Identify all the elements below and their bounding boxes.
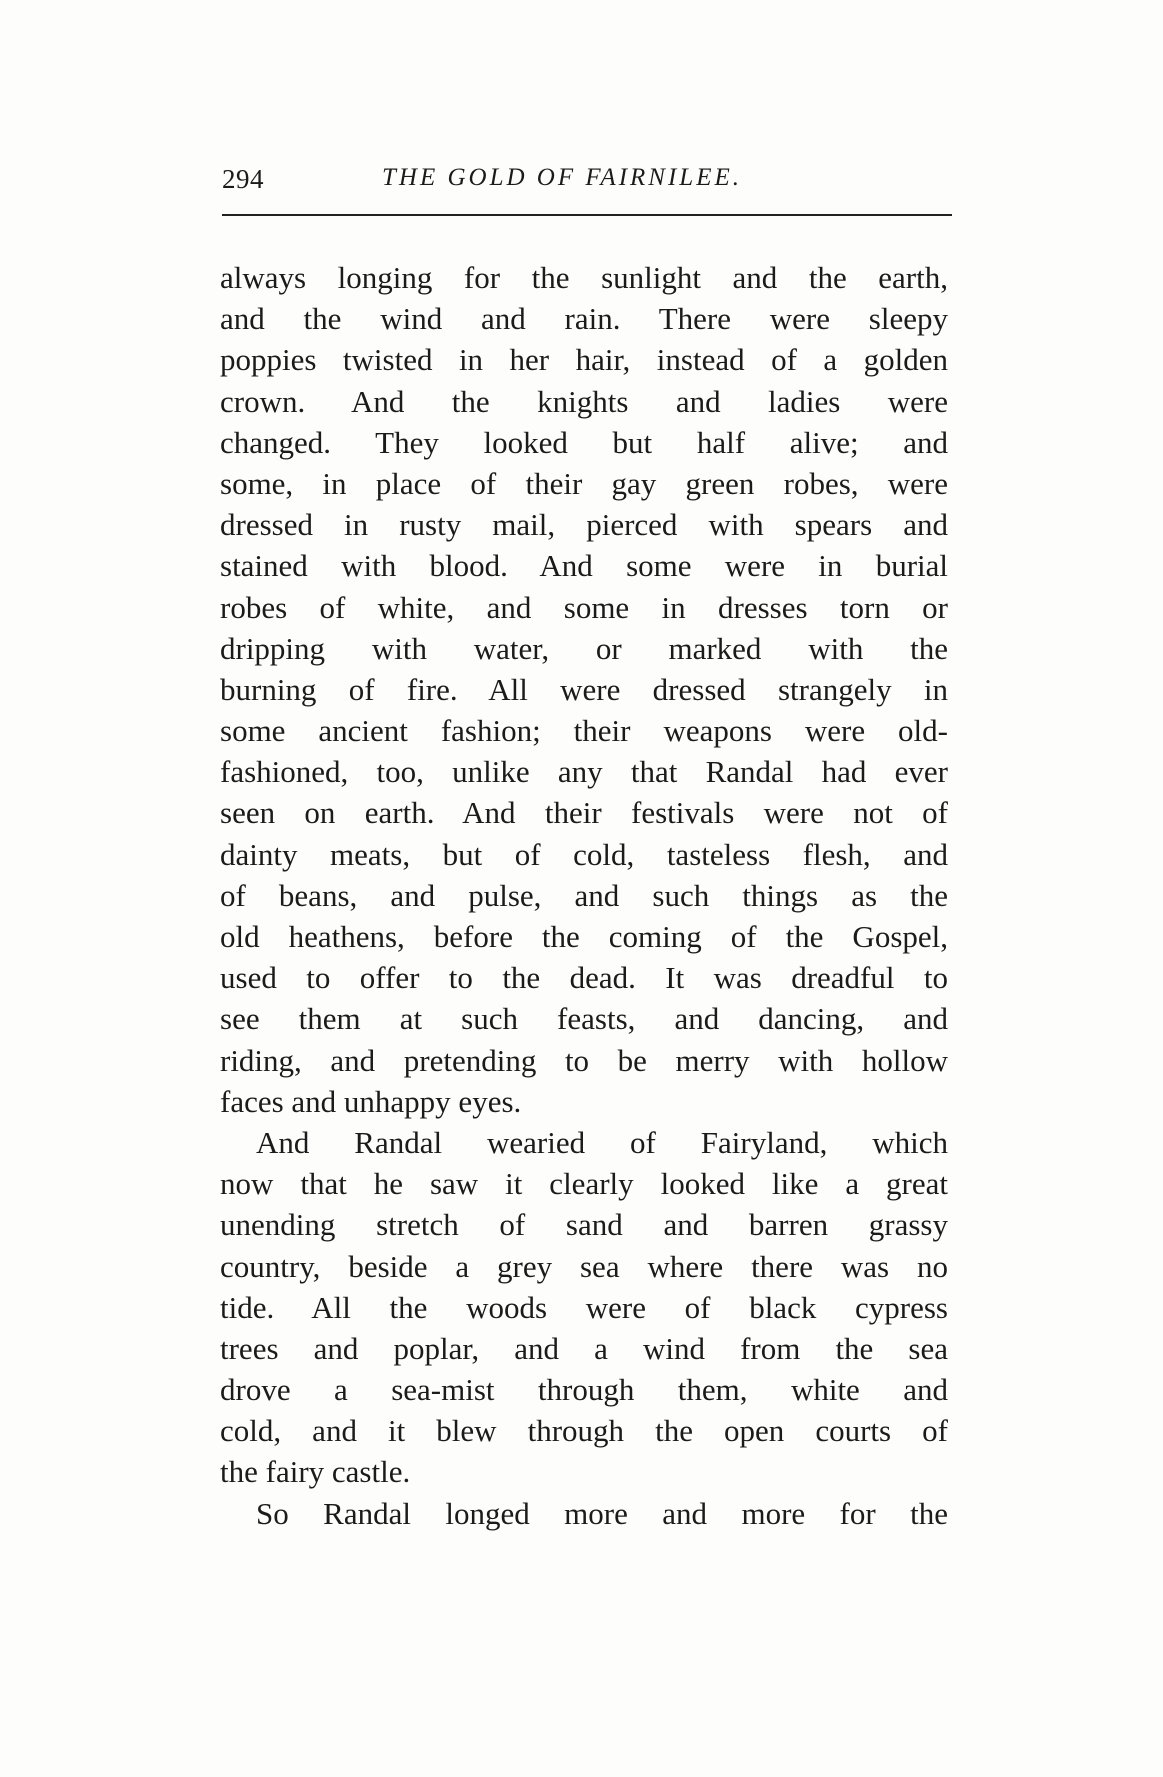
- text-line: fashioned, too, unlike any that Randal had ever: [220, 754, 948, 790]
- text-line: riding, and pretending to be merry with hollow: [220, 1042, 948, 1078]
- text-line: now that he saw it clearly looked like a great: [220, 1166, 948, 1202]
- page-number: 294: [222, 164, 264, 194]
- text-line: some, in place of their gay green robes, were: [220, 465, 948, 501]
- text-line: drove a sea-mist through them, white and: [220, 1372, 948, 1408]
- text-line: of beans, and pulse, and such things as the: [220, 877, 948, 913]
- text-line: always longing for the sunlight and the earth,: [220, 260, 948, 295]
- text-line: seen on earth. And their festivals were not of: [220, 795, 948, 831]
- text-line: see them at such feasts, and dancing, and: [220, 1001, 948, 1037]
- text-line: unending stretch of sand and barren grassy: [220, 1207, 948, 1243]
- running-title: THE GOLD OF FAIRNILEE.: [382, 164, 742, 191]
- text-line: robes of white, and some in dresses torn or: [220, 589, 948, 625]
- text-line: some ancient fashion; their weapons were old-: [220, 713, 948, 749]
- text-line: dripping with water, or marked with the: [220, 630, 948, 666]
- text-line: tide. All the woods were of black cypress: [220, 1289, 948, 1325]
- page-header: [222, 164, 952, 214]
- text-line: stained with blood. And some were in burial: [220, 548, 948, 584]
- text-line: and the wind and rain. There were sleepy: [220, 301, 948, 337]
- text-line: trees and poplar, and a wind from the sea: [220, 1330, 948, 1366]
- text-line: And Randal wearied of Fairyland, which: [256, 1124, 948, 1160]
- text-line: used to offer to the dead. It was dreadful to: [220, 960, 948, 996]
- text-line: burning of fire. All were dressed strangely in: [220, 671, 948, 707]
- text-line: poppies twisted in her hair, instead of a golden: [220, 342, 948, 378]
- text-line: cold, and it blew through the open courts of: [220, 1413, 948, 1449]
- text-line: dressed in rusty mail, pierced with spears and: [220, 507, 948, 543]
- text-line: crown. And the knights and ladies were: [220, 383, 948, 419]
- header-rule: [222, 214, 952, 216]
- text-line: dainty meats, but of cold, tasteless flesh, and: [220, 836, 948, 872]
- text-line: country, beside a grey sea where there was no: [220, 1248, 948, 1284]
- text-line: changed. They looked but half alive; and: [220, 424, 948, 460]
- text-line: the fairy castle.: [220, 1454, 411, 1490]
- text-line: So Randal longed more and more for the: [256, 1495, 948, 1531]
- body-text: [220, 257, 948, 1534]
- text-line: old heathens, before the coming of the Gospel,: [220, 919, 948, 954]
- text-line: faces and unhappy eyes.: [220, 1083, 522, 1119]
